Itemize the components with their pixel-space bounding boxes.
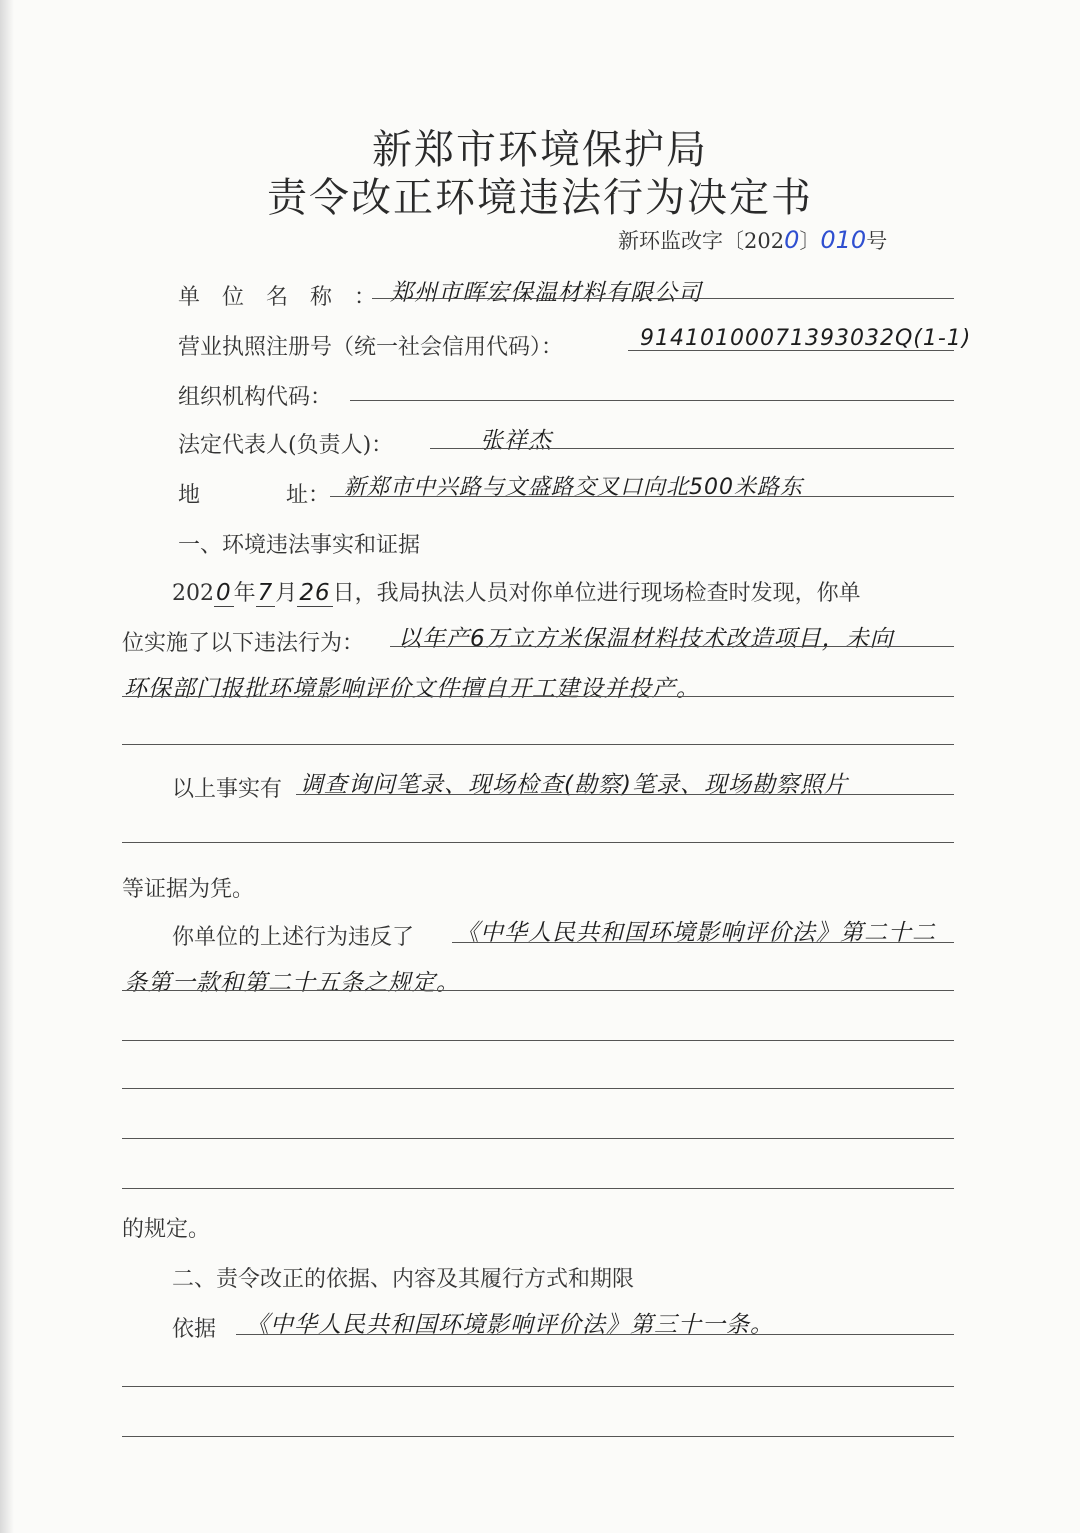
basis-underline-1 (236, 1334, 954, 1335)
doc-number-suffix: 号 (866, 229, 888, 253)
agency-title: 新郑市环境保护局 (372, 127, 708, 173)
address-underline (330, 496, 954, 497)
document-number (618, 225, 887, 255)
inspection-sentence-rest: 日，我局执法人员对你单位进行现场检查时发现，你单 (332, 581, 861, 606)
evidence-underline-1 (296, 794, 954, 795)
date-month-unit: 月 (275, 581, 298, 606)
unit-name-underline (372, 298, 954, 299)
law-underline-5 (122, 1138, 954, 1139)
legal-rep-label: 法定代表人(负责人)： (178, 433, 394, 458)
violation-line1: 以年产6万立方米保温材料技术改造项目，未向 (398, 626, 894, 652)
scan-edge-shadow (0, 0, 14, 1533)
law-underline-3 (122, 1040, 954, 1041)
doc-number-serial: 010 (820, 226, 867, 254)
basis-value: 《中华人民共和国环境影响评价法》第三十一条。 (246, 1312, 774, 1338)
basis-underline-3 (122, 1436, 954, 1437)
doc-number-prefix: 新环监改字〔202 (618, 229, 785, 253)
address-label-left: 地 (178, 483, 201, 508)
evidence-prefix: 以上事实有 (172, 777, 283, 802)
unit-name-label: 单位名称： (178, 285, 399, 310)
org-code-label: 组织机构代码： (178, 385, 333, 410)
basis-prefix: 依据 (172, 1317, 217, 1342)
violation-underline-1 (390, 646, 954, 647)
address-value: 新郑市中兴路与文盛路交叉口向北500米路东 (344, 475, 803, 500)
violation-prefix: 位实施了以下违法行为： (122, 631, 365, 656)
section1-heading: 一、环境违法事实和证据 (178, 533, 421, 558)
evidence-suffix: 等证据为凭。 (122, 877, 255, 902)
date-year-unit: 年 (233, 581, 256, 606)
unit-name-value: 郑州市晖宏保温材料有限公司 (390, 280, 702, 306)
evidence-underline-2 (122, 842, 954, 843)
basis-underline-2 (122, 1386, 954, 1387)
doc-number-bracket: 〕 (799, 229, 821, 253)
law-violated-line2: 条第一款和第二十五条之规定。 (124, 970, 460, 996)
doc-number-handwritten-year: 0 (784, 226, 800, 254)
law-underline-4 (122, 1088, 954, 1089)
law-violated-prefix: 你单位的上述行为违反了 (172, 925, 415, 950)
legal-rep-value: 张祥杰 (480, 428, 552, 454)
law-underline-6 (122, 1188, 954, 1189)
address-label-right: 址： (286, 483, 331, 508)
violation-line2: 环保部门报批环境影响评价文件擅自开工建设并投产。 (124, 676, 700, 702)
date-day-handwritten: 26 (299, 580, 331, 606)
section2-heading: 二、责令改正的依据、内容及其履行方式和期限 (172, 1267, 635, 1292)
license-underline (628, 350, 954, 351)
legal-rep-underline (430, 448, 954, 449)
inspection-date-sentence (172, 576, 861, 607)
violation-underline-3 (122, 744, 954, 745)
license-label: 营业执照注册号（统一社会信用代码）： (178, 335, 564, 360)
org-code-underline (350, 400, 954, 401)
law-violated-line1: 《中华人民共和国环境影响评价法》第二十二 (456, 920, 936, 946)
date-month-handwritten: 7 (257, 580, 274, 606)
document-title: 责令改正环境违法行为决定书 (267, 175, 813, 221)
law-underline-2 (122, 990, 954, 991)
law-suffix: 的规定。 (122, 1217, 211, 1242)
law-underline-1 (452, 942, 954, 943)
date-year-prefix: 202 (172, 581, 214, 606)
evidence-value: 调查询问笔录、现场检查(勘察)笔录、现场勘察照片 (300, 772, 848, 798)
violation-underline-2 (122, 696, 954, 697)
date-year-handwritten: 0 (216, 580, 232, 606)
license-value: 91410100071393032Q(1-1) (640, 326, 972, 351)
